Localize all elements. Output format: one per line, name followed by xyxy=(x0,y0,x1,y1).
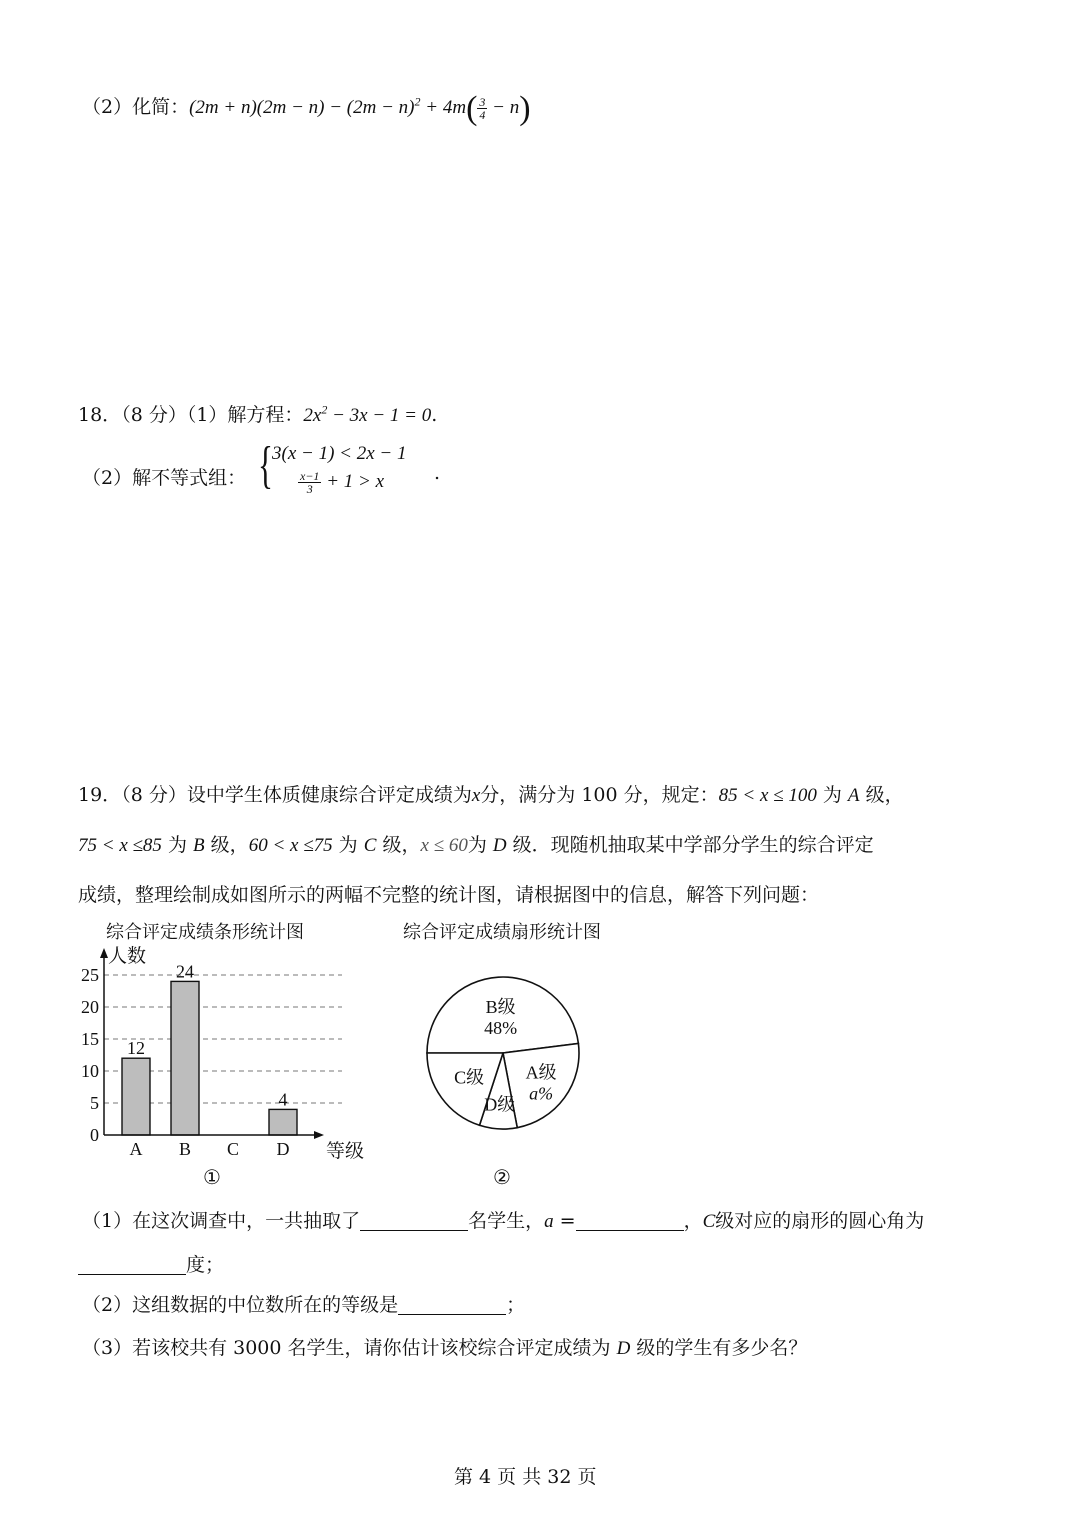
bar-chart-title: 综合评定成绩条形统计图 xyxy=(106,922,304,943)
q19-sub3-var: D xyxy=(616,1338,631,1359)
q19-line1-a: 设中学生体质健康综合评定成绩为 xyxy=(186,784,472,806)
bar-chart-caption: ① xyxy=(203,1165,221,1189)
q19-sub1-a: （1）在这次调查中，一共抽取了 xyxy=(82,1210,361,1232)
q19-sub1-b: 名学生， xyxy=(468,1210,545,1232)
q18-ineq2-rest: + 1 > x xyxy=(321,470,385,492)
q17-frac-num: 3 xyxy=(479,94,486,109)
bar-B xyxy=(171,981,199,1135)
q17-expr-a: (2m + n)(2m − n) − (2m − n) xyxy=(189,97,415,118)
y-axis-arrow xyxy=(100,948,108,958)
q19-answer-blank-angle[interactable] xyxy=(78,1254,186,1275)
q19-line3: 成绩，整理绘制成如图所示的两幅不完整的统计图，请根据图中的信息，解答下列问题： xyxy=(78,884,820,906)
q17-part2-label: （2）化简： xyxy=(82,96,190,118)
q17-expr-b: + 4m xyxy=(420,97,467,118)
q17-paren-open: ( xyxy=(466,90,478,127)
q19-sub3-b: 级的学生有多少名？ xyxy=(630,1337,808,1359)
q19-line2 xyxy=(78,830,874,857)
y-tick-label: 15 xyxy=(81,1029,99,1049)
pie-chart-caption: ② xyxy=(493,1165,511,1189)
q18-ineq2-num: x−1 xyxy=(300,469,320,483)
q19-line1-c: 为 xyxy=(816,784,848,806)
q18-eq-exp: 2 xyxy=(321,402,328,417)
x-tick-label-C: C xyxy=(226,1139,240,1159)
bar-chart xyxy=(74,940,374,1170)
pie-chart-title: 综合评定成绩扇形统计图 xyxy=(403,922,601,943)
q19-grade-d: D xyxy=(492,835,507,856)
q19-wei-b: 为 xyxy=(161,834,194,856)
bar-value-label-B: 24 xyxy=(176,961,194,982)
q18-brace: { xyxy=(258,437,273,494)
bar-D xyxy=(269,1109,297,1135)
q19-sub1-line2 xyxy=(78,1250,224,1277)
q18-ineq1: 3(x − 1) < 2x − 1 xyxy=(272,443,407,464)
bar-value-label-A: 12 xyxy=(127,1038,145,1059)
q19-var-x: x xyxy=(471,785,481,806)
x-tick-label-B: B xyxy=(178,1139,192,1159)
pie-label-0: B级 xyxy=(485,997,516,1018)
q19-points: （8 分） xyxy=(121,784,187,806)
y-tick-label: 20 xyxy=(81,997,99,1017)
y-axis-title: 人数 xyxy=(108,946,147,967)
page-footer: 第 4 页 共 32 页 xyxy=(454,1466,597,1488)
y-tick-label: 0 xyxy=(90,1125,99,1145)
q19-cond-b: 75 < x ≤85 xyxy=(78,835,162,856)
q17-paren-close: ) xyxy=(519,90,531,127)
q18-ineq2 xyxy=(298,470,384,495)
q19-answer-blank-median[interactable] xyxy=(398,1294,506,1315)
pie-value-label-1: a% xyxy=(529,1083,554,1104)
x-axis-title: 等级 xyxy=(326,1141,365,1162)
bar-A xyxy=(122,1058,150,1135)
q19-grade-b: B xyxy=(193,835,205,856)
q17-part2-line xyxy=(82,92,531,126)
q19-cond-c: 60 < x ≤75 xyxy=(248,835,333,856)
q18-eq-a: 2x xyxy=(303,405,322,426)
pie-label-1: A级 xyxy=(525,1062,557,1083)
q19-line1-b: 分，满分为 100 分，规定： xyxy=(480,784,719,806)
x-tick-label-A: A xyxy=(129,1139,143,1159)
q19-sub1-line1 xyxy=(82,1206,924,1233)
q18-part1-label: （1）解方程： xyxy=(186,404,304,426)
bar-value-label-D: 4 xyxy=(278,1089,288,1110)
bar-chart-bars xyxy=(122,981,297,1135)
q19-number: 19． xyxy=(78,784,122,806)
q19-sub1-a-var: a xyxy=(544,1211,554,1232)
q19-sub2-end: ； xyxy=(506,1294,526,1316)
q19-wei-c: 为 xyxy=(332,834,364,856)
q19-answer-blank-total[interactable] xyxy=(360,1210,468,1231)
q19-sub1-comma: ， xyxy=(683,1210,703,1232)
y-tick-label: 25 xyxy=(81,965,99,985)
q19-sub2-line xyxy=(82,1290,525,1317)
q18-ineq2-frac xyxy=(298,470,321,495)
q19-wei-d: 为 xyxy=(467,834,493,856)
q19-sub1-eq: = xyxy=(553,1210,576,1232)
q19-ji-c: 级， xyxy=(376,834,421,856)
q19-line1-d: 级， xyxy=(859,784,904,806)
q19-grade-a: A xyxy=(847,785,860,806)
q19-sub3-line xyxy=(82,1333,807,1360)
q19-cond-d: x ≤ 60 xyxy=(420,835,468,856)
q18-line1 xyxy=(78,400,437,427)
y-tick-label: 10 xyxy=(81,1061,99,1081)
x-tick-label-D: D xyxy=(276,1139,290,1159)
q17-frac-den: 4 xyxy=(479,107,486,122)
x-axis-arrow xyxy=(314,1131,324,1139)
q19-grade-c: C xyxy=(363,835,377,856)
q19-cond-a: 85 < x ≤ 100 xyxy=(718,785,817,806)
q19-answer-blank-a[interactable] xyxy=(576,1210,684,1231)
q18-number: 18． xyxy=(78,404,122,426)
q18-end-dot: . xyxy=(434,462,441,484)
y-tick-label: 5 xyxy=(90,1093,99,1113)
q17-exp2: 2 xyxy=(414,94,421,109)
q19-sub2-a: （2）这组数据的中位数所在的等级是 xyxy=(82,1294,399,1316)
q17-frac xyxy=(477,96,487,121)
q19-line2-end: 级．现随机抽取某中学部分学生的综合评定 xyxy=(506,834,874,856)
pie-label-2: D级 xyxy=(484,1094,516,1115)
pie-chart xyxy=(403,953,603,1153)
q19-sub1-c-var: C xyxy=(702,1211,716,1232)
q18-period: . xyxy=(431,404,438,426)
q19-sub3-a: （3）若该校共有 3000 名学生，请你估计该校综合评定成绩为 xyxy=(82,1337,617,1359)
q18-part2-label: （2）解不等式组： xyxy=(82,467,247,489)
q18-eq-b: − 3x − 1 = 0 xyxy=(327,405,432,426)
pie-value-label-0: 48% xyxy=(484,1018,518,1039)
q19-sub1-d: 度； xyxy=(186,1254,225,1276)
q17-expr-c: − n xyxy=(487,97,520,118)
pie-label-3: C级 xyxy=(454,1067,485,1088)
q19-line1 xyxy=(78,780,904,807)
q19-ji-b: 级， xyxy=(204,834,249,856)
q19-sub1-c: 级对应的扇形的圆心角为 xyxy=(715,1210,925,1232)
q18-ineq2-den: 3 xyxy=(306,482,313,496)
q18-points: （8 分） xyxy=(121,404,187,426)
